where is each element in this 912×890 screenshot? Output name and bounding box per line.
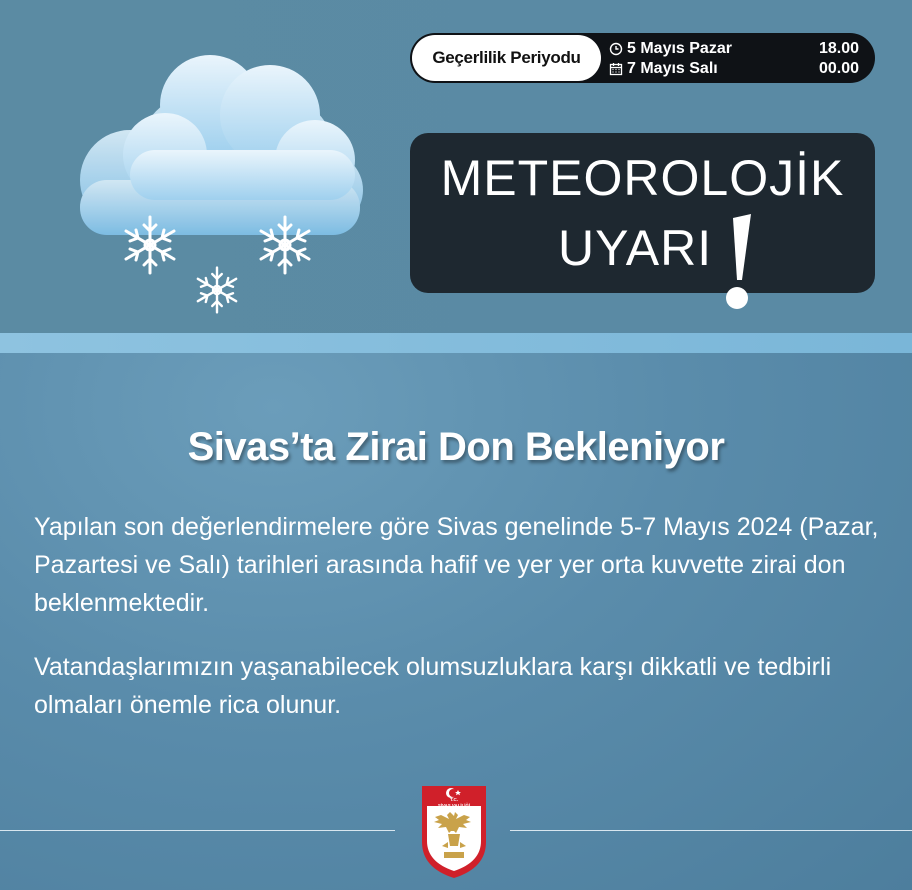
exclamation-icon: [725, 206, 755, 316]
body-paragraph: Vatandaşlarımızın yaşanabilecek olumsuzluklara karşı dikkatli ve tedbirli olmaları önemle rica olunur.: [34, 653, 832, 719]
warning-heading-line2: UYARI: [558, 220, 713, 276]
validity-end-row: [609, 58, 859, 80]
divider-band: [0, 333, 912, 353]
body-paragraph: Yapılan son değerlendirmelere göre Sivas genelinde 5-7 Mayıs 2024 (Pazar, Pazartesi ve Salı) tarihleri arasında hafif ve yer yer orta kuvvette zirai don beklenmektedir.: [34, 513, 879, 617]
validity-period-panel: [410, 33, 875, 83]
validity-start-date: 5 Mayıs Pazar: [627, 40, 732, 57]
sivas-governorship-emblem: [418, 780, 490, 880]
svg-text:SİVAS VALİLİĞİ: SİVAS VALİLİĞİ: [437, 803, 471, 808]
snow-cloud-illustration: [60, 40, 380, 330]
validity-label: Geçerlilik Periyodu: [412, 35, 601, 81]
calendar-icon: [609, 62, 623, 76]
validity-end-date: 7 Mayıs Salı: [627, 60, 718, 77]
validity-start-row: [609, 38, 859, 60]
clock-icon: [609, 42, 623, 56]
validity-end-time: 00.00: [818, 60, 859, 77]
meteorological-warning-box: [410, 133, 875, 293]
validity-start-time: 18.00: [818, 40, 859, 57]
page-title: Sivas’ta Zirai Don Bekleniyor: [187, 425, 725, 469]
footer-divider-left: [0, 830, 395, 831]
warning-heading-line1: METEOROLOJİK: [440, 150, 845, 206]
svg-text:T.C.: T.C.: [449, 797, 459, 802]
footer-divider-right: [510, 830, 912, 831]
